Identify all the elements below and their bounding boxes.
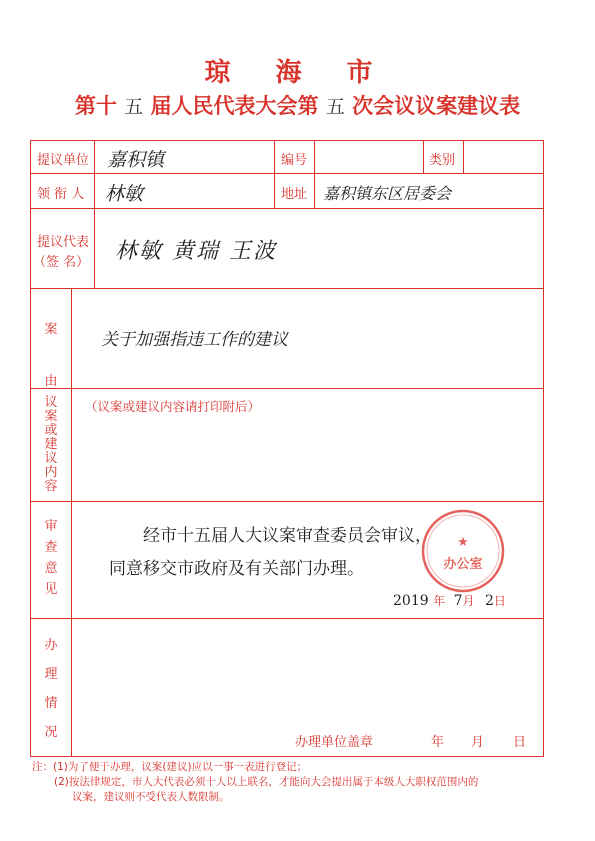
unit-label: 提议单位	[37, 153, 90, 168]
review-month-label: 月	[462, 594, 475, 608]
handling-label-char: 理	[44, 667, 58, 682]
leader-label: 领 衔 人	[37, 187, 85, 202]
row-divider	[31, 618, 543, 619]
note-1: 注：(1)为了便于办理，议案(建议)应以一事一表进行登记；	[32, 761, 308, 773]
meeting-number: 五	[325, 96, 345, 118]
handling-year-label: 年	[431, 735, 445, 750]
review-year-label: 年	[433, 594, 446, 608]
content-label-char: 案	[44, 409, 58, 424]
review-opinion-line2: 同意移交市政府及有关部门办理。	[109, 559, 364, 579]
review-label-char: 审	[44, 519, 58, 534]
row-divider	[31, 501, 543, 502]
handling-month-label: 月	[471, 735, 485, 750]
review-year: 2019	[393, 593, 429, 609]
handling-label-char: 况	[44, 725, 58, 740]
session-number: 五	[124, 96, 144, 118]
category-label: 类别	[429, 153, 456, 168]
content-label-char: 议	[44, 451, 58, 466]
address-value: 嘉积镇东区居委会	[323, 184, 452, 203]
content-label	[31, 396, 71, 494]
review-day: 2	[484, 593, 494, 609]
row-divider	[31, 288, 543, 289]
col-divider	[94, 141, 95, 288]
seal-label: 办理单位盖章	[295, 735, 374, 750]
title-part1: 第十	[74, 93, 117, 118]
row-divider	[31, 208, 543, 209]
reps-sign-label: （签 名）	[33, 255, 90, 270]
review-label-char: 查	[44, 540, 58, 555]
number-label: 编号	[281, 153, 308, 168]
review-opinion-line1: 经市十五届人大议案审查委员会审议，	[143, 526, 432, 546]
content-label-char: 内	[44, 465, 58, 480]
review-label	[31, 516, 71, 600]
title-part3: 次会议议案建议表	[352, 93, 521, 118]
col-divider	[274, 141, 275, 208]
col-divider	[423, 141, 424, 173]
review-month: 7	[453, 593, 463, 609]
col-divider	[314, 141, 315, 208]
content-label-char: 或	[44, 423, 58, 438]
notes	[32, 760, 562, 805]
form-title	[0, 90, 595, 120]
review-label-char: 见	[44, 582, 58, 597]
content-label-char: 议	[44, 395, 58, 410]
reason-label-char: 案	[44, 322, 58, 337]
reps-label: 提议代表	[37, 235, 90, 250]
content-note: （议案或建议内容请打印附后）	[85, 399, 261, 414]
handling-label	[31, 631, 71, 747]
note-3: 议案，建议则不受代表人数限制。	[72, 791, 230, 803]
reason-value: 关于加强指违工作的建议	[101, 330, 288, 350]
reason-label	[31, 304, 71, 408]
handling-day-label: 日	[513, 735, 527, 750]
handling-label-char: 情	[44, 696, 58, 711]
city-title: 琼 海 市	[204, 58, 391, 88]
content-label-char: 建	[44, 437, 58, 452]
reps-signatures: 林敏 黄瑞 王波	[115, 239, 277, 264]
leader-value: 林敏	[105, 183, 144, 205]
col-divider	[463, 141, 464, 173]
official-seal-icon	[418, 506, 508, 596]
address-label: 地址	[281, 187, 308, 202]
seal-star-icon: ★	[457, 535, 469, 550]
title-part2: 届人民代表大会第	[150, 93, 319, 118]
content-label-char: 容	[44, 479, 58, 494]
handling-label-char: 办	[44, 638, 58, 653]
review-label-char: 意	[44, 561, 58, 576]
proposal-form-table	[30, 140, 544, 757]
review-day-label: 日	[493, 594, 506, 608]
row-divider	[31, 173, 543, 174]
col-divider	[71, 288, 72, 756]
row-divider	[31, 388, 543, 389]
note-2: (2)按法律规定，市人大代表必须十人以上联名，才能向大会提出属于本级人大职权范围内的	[54, 776, 479, 788]
seal-text: 办公室	[443, 557, 483, 572]
reason-label-char: 由	[44, 374, 58, 389]
unit-value: 嘉积镇	[107, 149, 165, 171]
